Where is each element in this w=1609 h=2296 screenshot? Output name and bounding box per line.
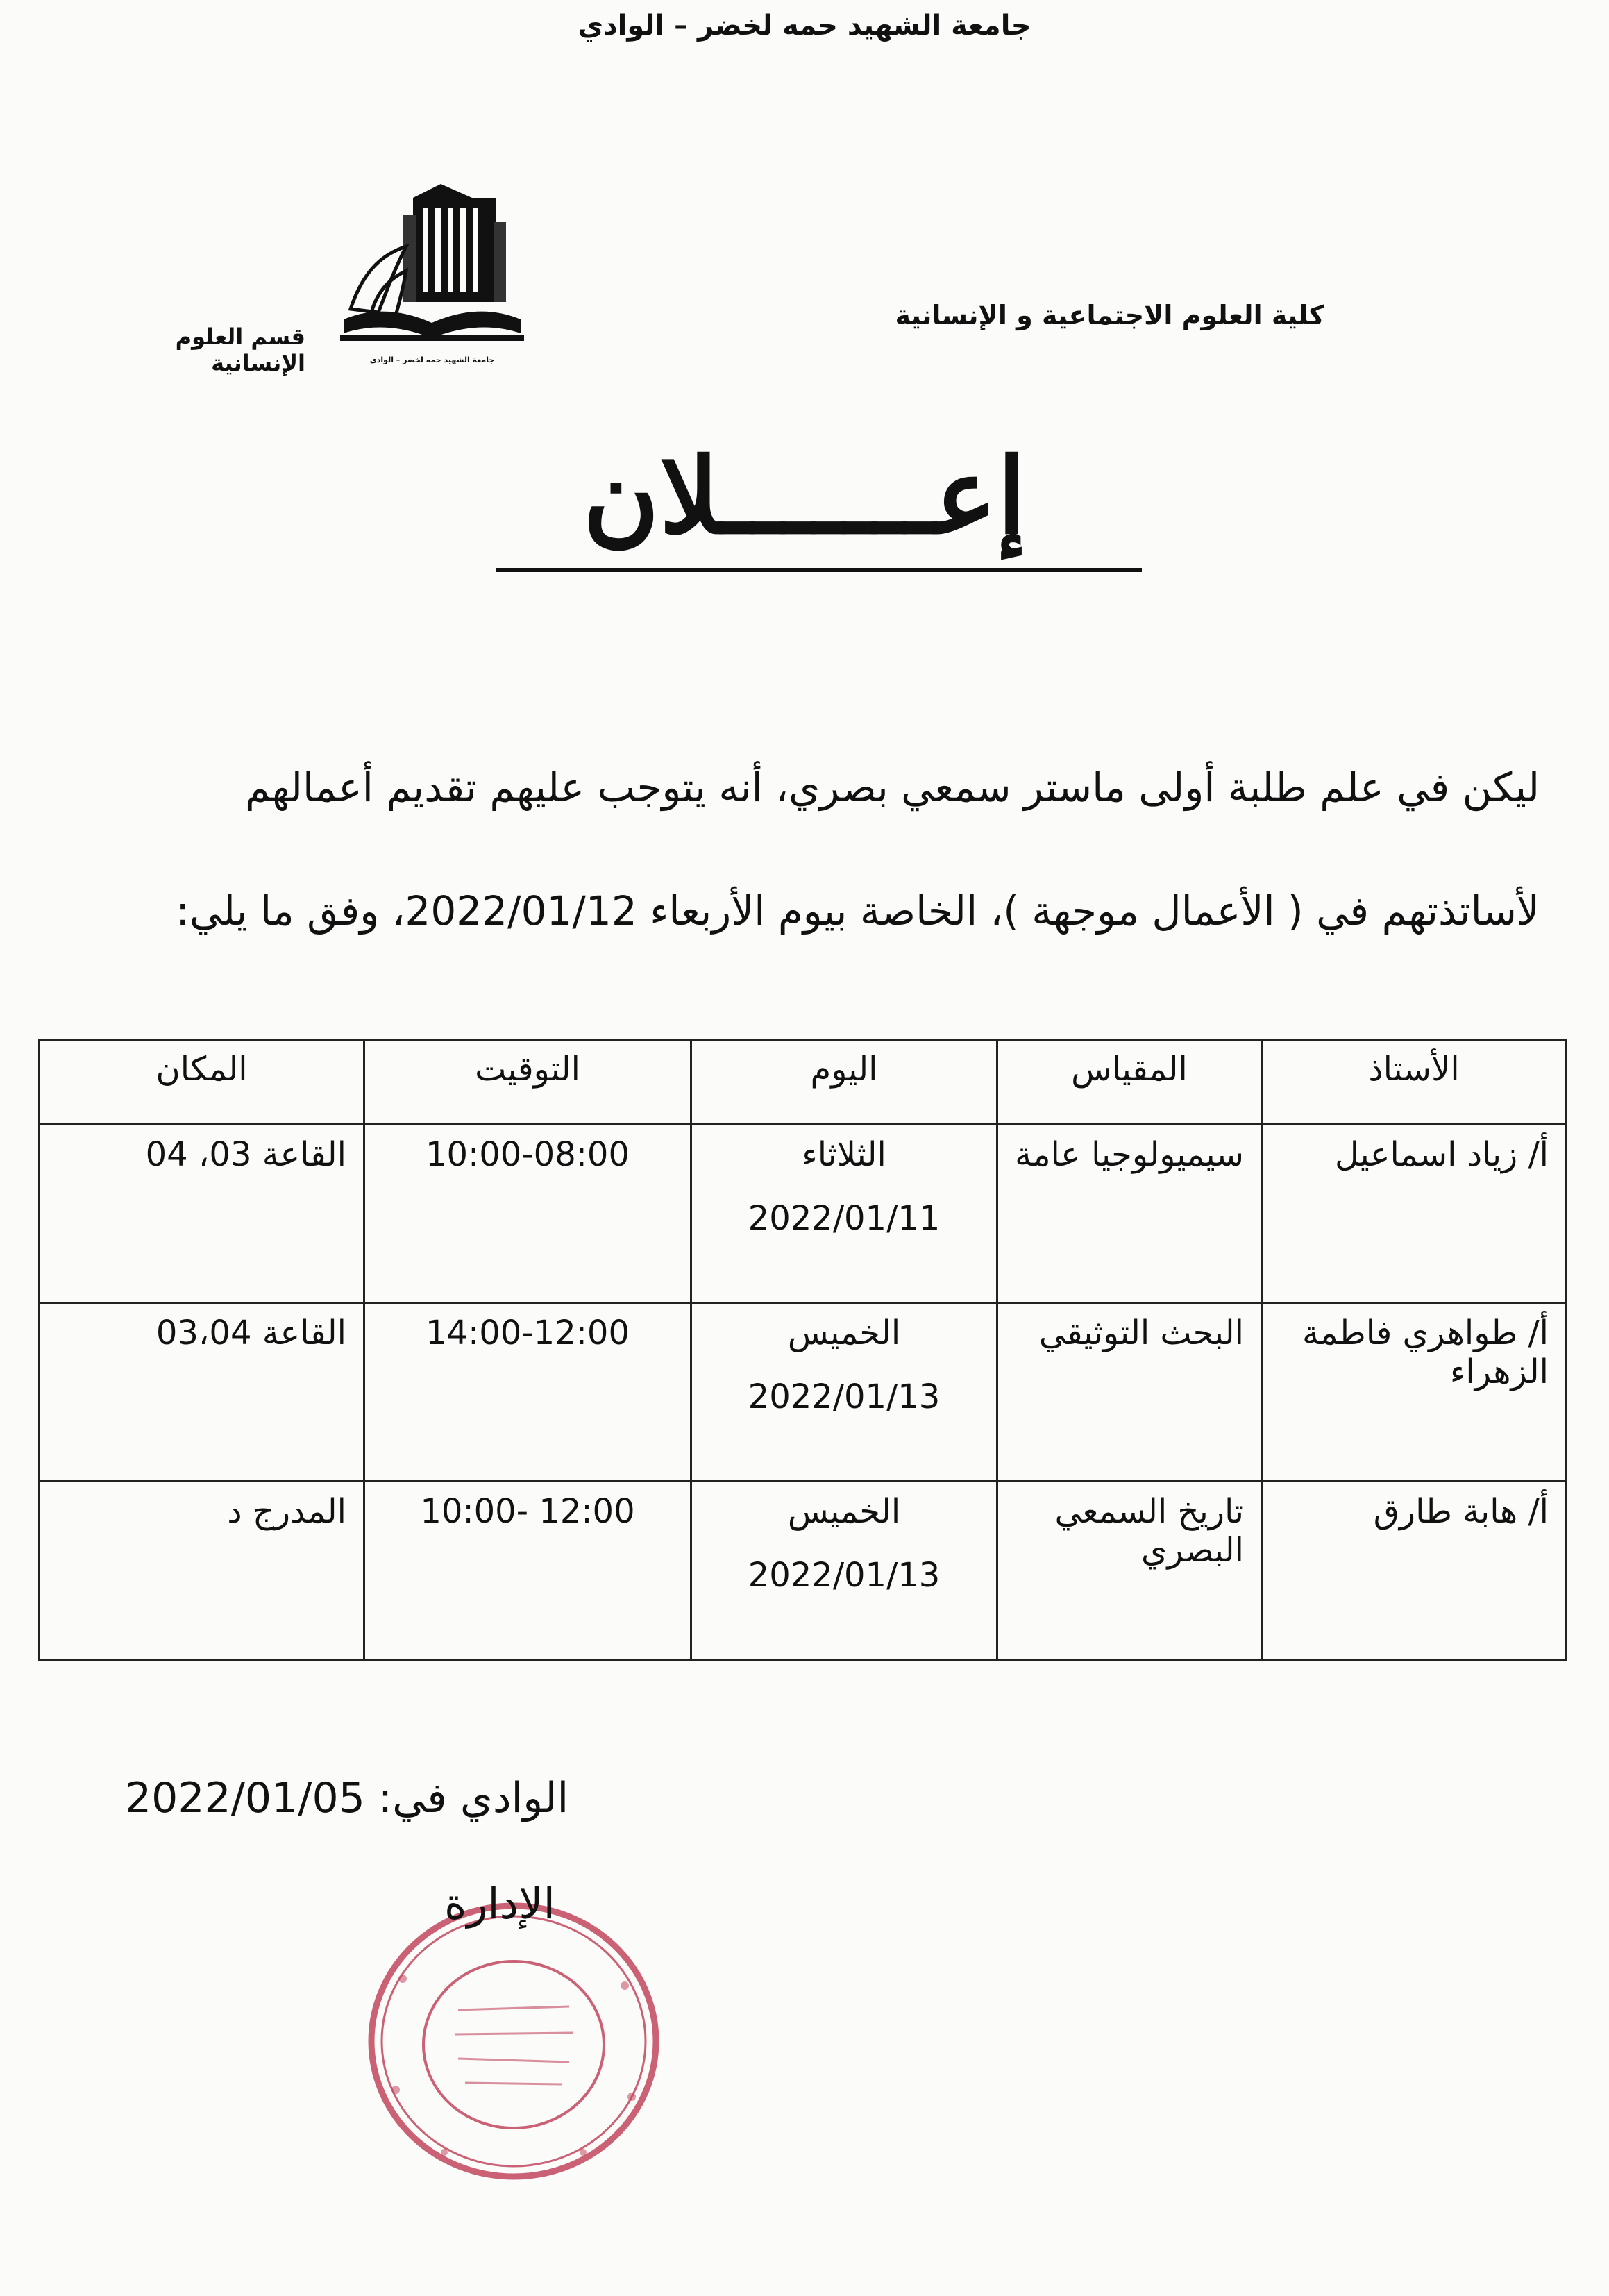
table-header-row [40,1041,1567,1125]
header-professor: الأستاذ [1262,1041,1567,1125]
day-name: الخميس [787,1314,901,1352]
cell-subject: تاريخ السمعي البصري [997,1482,1262,1660]
header-time: التوقيت [364,1041,691,1125]
cell-day [691,1303,997,1482]
official-stamp-icon [361,1895,666,2187]
day-name: الثلاثاء [802,1135,886,1174]
logo-caption: جامعة الشهيد حمه لخضر – الوادي [369,355,495,364]
table-row [40,1125,1567,1303]
cell-time: 10:00-08:00 [364,1125,691,1303]
administration-label: الإدارة [444,1878,555,1929]
announcement-title [0,435,1609,558]
title-underline [496,568,1142,572]
cell-subject: البحث التوثيقي [997,1303,1262,1482]
announcement-title-text: إعـــــــلان [582,435,1027,558]
cell-place: المدرج د [40,1482,364,1660]
cell-day [691,1125,997,1303]
schedule-table [38,1039,1567,1661]
table-row [40,1482,1567,1660]
table-row [40,1303,1567,1482]
body-line-1: ليكن في علم طلبة أولى ماستر سمعي بصري، أنه يتوجب عليهم تقديم أعمالهم [244,764,1540,811]
cell-subject: سيميولوجيا عامة [997,1125,1262,1303]
faculty-name: كلية العلوم الاجتماعية و الإنسانية [895,300,1324,330]
header-place: المكان [40,1041,364,1125]
cell-professor: أ/ زياد اسماعيل [1262,1125,1567,1303]
cell-day [691,1482,997,1660]
university-name: جامعة الشهيد حمه لخضر – الوادي [578,10,1031,42]
body-line-2: لأساتذتهم في ( الأعمال موجهة )، الخاصة بيوم الأربعاء 2022/01/12، وفق ما يلي: [176,887,1540,935]
cell-place: القاعة 03، 04 [40,1125,364,1303]
day-name: الخميس [787,1492,901,1531]
cell-time: 12:00 -10:00 [364,1482,691,1660]
department-name: قسم العلوم الإنسانية [175,324,305,376]
cell-professor: أ/ طواهري فاطمة الزهراء [1262,1303,1567,1482]
header-subject: المقياس [997,1041,1262,1125]
place-and-date: الوادي في: 2022/01/05 [125,1774,569,1822]
day-date: 2022/01/13 [748,1556,941,1595]
day-date: 2022/01/11 [748,1199,941,1238]
cell-place: القاعة 03،04 [40,1303,364,1482]
header-day: اليوم [691,1041,997,1125]
university-logo-icon [337,184,528,364]
cell-time: 14:00-12:00 [364,1303,691,1482]
cell-professor: أ/ هابة طارق [1262,1482,1567,1660]
day-date: 2022/01/13 [748,1377,941,1416]
